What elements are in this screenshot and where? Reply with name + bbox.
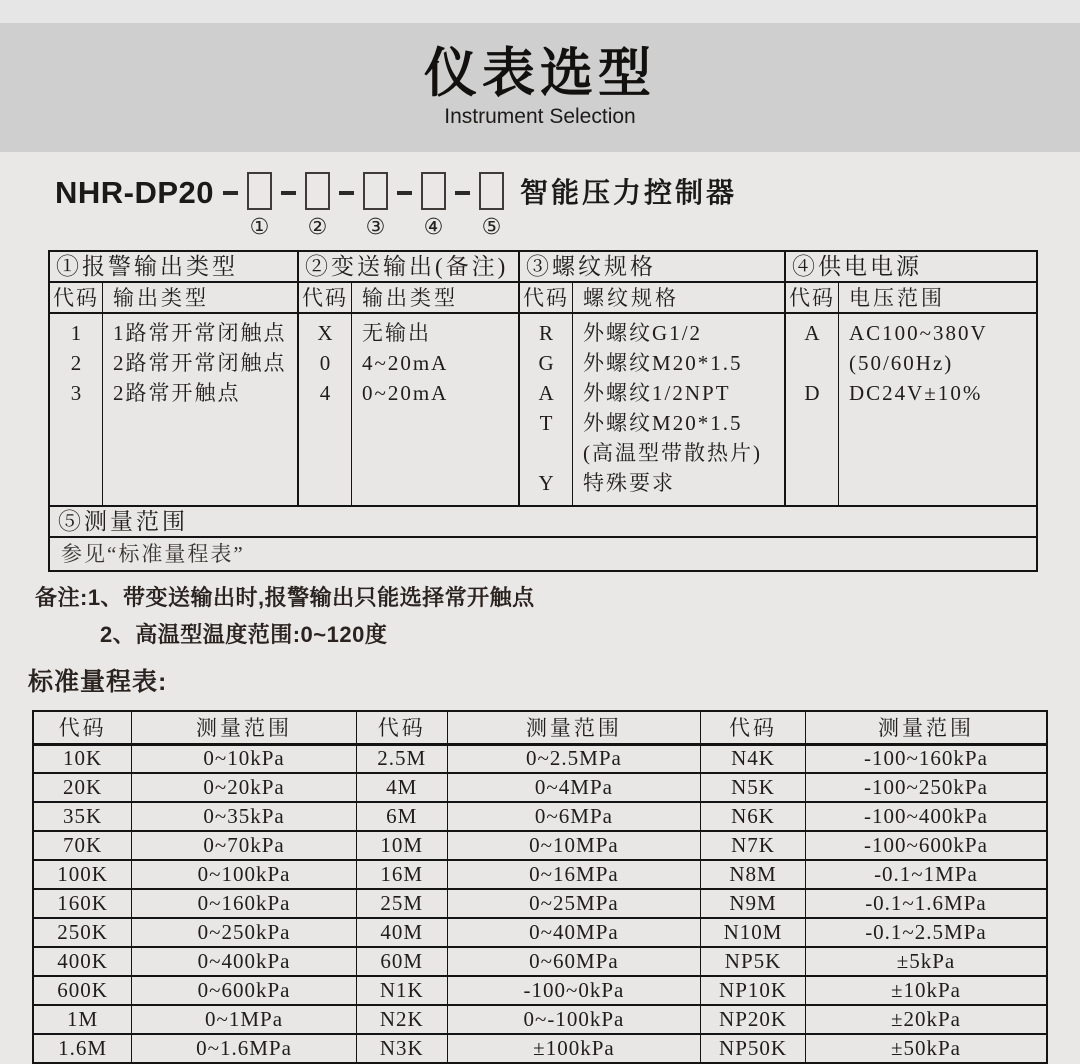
desc-value: 外螺纹G1/2 — [583, 321, 703, 345]
code-column-header: 代码 — [786, 283, 839, 312]
code-value: X — [317, 321, 333, 345]
model-dash — [455, 191, 470, 195]
code-value — [786, 348, 838, 378]
range-cell: -100~0kPa — [447, 976, 701, 1005]
range-table-row — [33, 860, 1047, 889]
range-cell: ±20kPa — [805, 1005, 1047, 1034]
range-cell: 1M — [33, 1005, 132, 1034]
selection-group-title: ③螺纹规格 — [520, 252, 784, 283]
range-cell: NP10K — [701, 976, 806, 1005]
desc-value: DC24V±10% — [848, 381, 983, 405]
range-table-row — [33, 947, 1047, 976]
range-cell: 0~1.6MPa — [132, 1034, 357, 1063]
model-code-box — [479, 172, 504, 210]
range-cell: 0~16MPa — [447, 860, 701, 889]
range-cell: ±10kPa — [805, 976, 1047, 1005]
model-position-number: ④ — [423, 215, 444, 240]
range-table-row — [33, 773, 1047, 802]
code-list — [520, 314, 573, 505]
model-code-box — [363, 172, 388, 210]
range-cell: 0~10kPa — [132, 744, 357, 773]
selection-group-title: ④供电电源 — [786, 252, 1036, 283]
page-title: 仪表选型 — [424, 44, 656, 104]
code-value: D — [804, 381, 820, 405]
range-cell: -100~400kPa — [805, 802, 1047, 831]
selection-table-groups — [50, 252, 1036, 505]
selection-group-body — [50, 314, 297, 505]
desc-value: AC100~380V — [848, 321, 988, 345]
code-list — [50, 314, 103, 505]
desc-value: 1路常开常闭触点 — [113, 321, 287, 345]
code-value: 1 — [70, 321, 82, 345]
range-column-header: 代码 — [356, 711, 447, 744]
range-cell: 0~400kPa — [132, 947, 357, 976]
range-cell: 6M — [356, 802, 447, 831]
code-list — [299, 314, 352, 505]
range-cell: 2.5M — [356, 744, 447, 773]
desc-list — [352, 314, 518, 505]
range-table-body — [33, 744, 1047, 1063]
range-cell: N10M — [701, 918, 806, 947]
range-cell: 0~35kPa — [132, 802, 357, 831]
range-cell: 0~2.5MPa — [447, 744, 701, 773]
range-column-header: 代码 — [701, 711, 806, 744]
range-table — [32, 710, 1048, 1064]
model-code-box — [305, 172, 330, 210]
selection-group — [784, 252, 1036, 505]
title-banner — [0, 23, 1080, 152]
range-cell: 600K — [33, 976, 132, 1005]
range-cell: 0~20kPa — [132, 773, 357, 802]
code-column-header: 代码 — [299, 283, 352, 312]
desc-column-header: 输出类型 — [361, 286, 458, 310]
code-value: 4 — [319, 381, 331, 405]
code-value: A — [804, 321, 820, 345]
range-cell: 0~70kPa — [132, 831, 357, 860]
desc-value: 外螺纹M20*1.5 — [583, 351, 743, 375]
desc-value: 特殊要求 — [583, 471, 676, 495]
code-column-header: 代码 — [520, 283, 573, 312]
range-row-title: ⑤测量范围 — [50, 505, 1036, 536]
model-units — [214, 172, 504, 241]
range-cell: ±50kPa — [805, 1034, 1047, 1063]
range-cell: ±5kPa — [805, 947, 1047, 976]
desc-list — [103, 314, 297, 505]
range-cell: N3K — [356, 1034, 447, 1063]
range-table-header-row — [33, 711, 1047, 744]
note-line-2: 2、高温型温度范围:0~120度 — [100, 622, 388, 647]
code-value: R — [539, 321, 554, 345]
range-cell: 70K — [33, 831, 132, 860]
range-cell: 40M — [356, 918, 447, 947]
selection-group-title: ②变送输出(备注) — [299, 252, 518, 283]
range-table-row — [33, 889, 1047, 918]
model-suffix: 智能压力控制器 — [520, 177, 738, 208]
selection-group-title: ①报警输出类型 — [50, 252, 297, 283]
top-strip — [0, 0, 1080, 23]
range-cell: 160K — [33, 889, 132, 918]
desc-column-header: 输出类型 — [113, 286, 209, 310]
range-cell: N8M — [701, 860, 806, 889]
code-value: T — [539, 411, 553, 435]
range-column-header: 测量范围 — [447, 711, 701, 744]
range-column-header: 代码 — [33, 711, 132, 744]
code-column-header: 代码 — [50, 283, 103, 312]
range-row-value: 参见“标准量程表” — [50, 536, 1036, 570]
model-code-box — [247, 172, 272, 210]
desc-column-header: 螺纹规格 — [583, 286, 680, 310]
range-cell: -100~160kPa — [805, 744, 1047, 773]
model-code-diagram — [55, 172, 1080, 241]
range-cell: 250K — [33, 918, 132, 947]
range-cell: 0~100kPa — [132, 860, 357, 889]
model-dash — [281, 191, 296, 195]
desc-value: (高温型带散热片) — [583, 441, 763, 465]
range-cell: 35K — [33, 802, 132, 831]
range-cell: ±100kPa — [447, 1034, 701, 1063]
range-table-row — [33, 1005, 1047, 1034]
range-cell: 0~60MPa — [447, 947, 701, 976]
range-cell: 0~10MPa — [447, 831, 701, 860]
selection-table — [48, 250, 1038, 572]
range-cell: -0.1~2.5MPa — [805, 918, 1047, 947]
range-cell: 0~40MPa — [447, 918, 701, 947]
code-value: 3 — [70, 381, 82, 405]
model-box-unit — [247, 172, 272, 241]
range-column-header: 测量范围 — [132, 711, 357, 744]
range-column-header: 测量范围 — [805, 711, 1047, 744]
range-cell: 0~4MPa — [447, 773, 701, 802]
range-cell: 10K — [33, 744, 132, 773]
range-table-row — [33, 831, 1047, 860]
range-cell: N7K — [701, 831, 806, 860]
desc-value: 外螺纹M20*1.5 — [583, 411, 743, 435]
range-cell: 0~-100kPa — [447, 1005, 701, 1034]
range-cell: 400K — [33, 947, 132, 976]
model-box-unit — [421, 172, 446, 241]
notes — [35, 581, 1080, 649]
selection-group — [50, 252, 297, 505]
range-cell: N9M — [701, 889, 806, 918]
range-cell: 10M — [356, 831, 447, 860]
range-cell: 0~6MPa — [447, 802, 701, 831]
selection-subheader — [520, 283, 784, 314]
model-dash — [223, 191, 238, 195]
selection-group-body — [520, 314, 784, 505]
model-position-number: ⑤ — [481, 215, 502, 240]
range-cell: N4K — [701, 744, 806, 773]
range-cell: 0~250kPa — [132, 918, 357, 947]
range-cell: NP5K — [701, 947, 806, 976]
range-cell: 0~160kPa — [132, 889, 357, 918]
desc-list — [839, 314, 1036, 505]
range-cell: 25M — [356, 889, 447, 918]
code-value: A — [538, 381, 554, 405]
range-cell: NP20K — [701, 1005, 806, 1034]
range-cell: N2K — [356, 1005, 447, 1034]
range-table-title: 标准量程表: — [28, 668, 168, 696]
code-value: 2 — [70, 351, 82, 375]
range-cell: 0~600kPa — [132, 976, 357, 1005]
range-table-row — [33, 918, 1047, 947]
range-cell: 4M — [356, 773, 447, 802]
code-list — [786, 314, 839, 505]
model-box-unit — [305, 172, 330, 241]
range-cell: 0~25MPa — [447, 889, 701, 918]
range-cell: -100~600kPa — [805, 831, 1047, 860]
range-cell: N6K — [701, 802, 806, 831]
desc-value: 0~20mA — [361, 381, 449, 405]
selection-subheader — [299, 283, 518, 314]
code-value: 0 — [319, 351, 331, 375]
range-cell: 0~1MPa — [132, 1005, 357, 1034]
range-table-row — [33, 744, 1047, 773]
range-cell: -0.1~1MPa — [805, 860, 1047, 889]
range-cell: NP50K — [701, 1034, 806, 1063]
desc-value: 无输出 — [361, 321, 431, 345]
model-position-number: ① — [249, 215, 270, 240]
model-code-box — [421, 172, 446, 210]
code-value: G — [538, 351, 554, 375]
range-cell: 16M — [356, 860, 447, 889]
model-prefix: NHR-DP20 — [55, 175, 215, 210]
range-cell: N1K — [356, 976, 447, 1005]
range-table-row — [33, 976, 1047, 1005]
desc-value: 2路常开触点 — [113, 381, 241, 405]
range-cell: 1.6M — [33, 1034, 132, 1063]
selection-subheader — [786, 283, 1036, 314]
range-cell: 60M — [356, 947, 447, 976]
note-line-1: 备注:1、带变送输出时,报警输出只能选择常开触点 — [35, 585, 535, 610]
range-cell: -0.1~1.6MPa — [805, 889, 1047, 918]
model-position-number: ② — [307, 215, 328, 240]
desc-value: 外螺纹1/2NPT — [583, 381, 731, 405]
range-cell: -100~250kPa — [805, 773, 1047, 802]
desc-column-header: 电压范围 — [848, 286, 945, 310]
model-dash — [397, 191, 412, 195]
range-table-row — [33, 802, 1047, 831]
desc-value: (50/60Hz) — [848, 351, 954, 375]
range-cell: 100K — [33, 860, 132, 889]
selection-subheader — [50, 283, 297, 314]
range-cell: N5K — [701, 773, 806, 802]
model-dash — [339, 191, 354, 195]
model-box-unit — [479, 172, 504, 241]
code-value: Y — [538, 471, 554, 495]
selection-group — [297, 252, 518, 505]
selection-group-body — [786, 314, 1036, 505]
range-cell: 20K — [33, 773, 132, 802]
desc-value: 2路常开常闭触点 — [113, 351, 287, 375]
model-box-unit — [363, 172, 388, 241]
code-value — [520, 438, 572, 468]
page-subtitle: Instrument Selection — [444, 104, 636, 128]
desc-list — [573, 314, 784, 505]
desc-value: 4~20mA — [361, 351, 449, 375]
selection-group-body — [299, 314, 518, 505]
model-position-number: ③ — [365, 215, 386, 240]
selection-group — [518, 252, 784, 505]
